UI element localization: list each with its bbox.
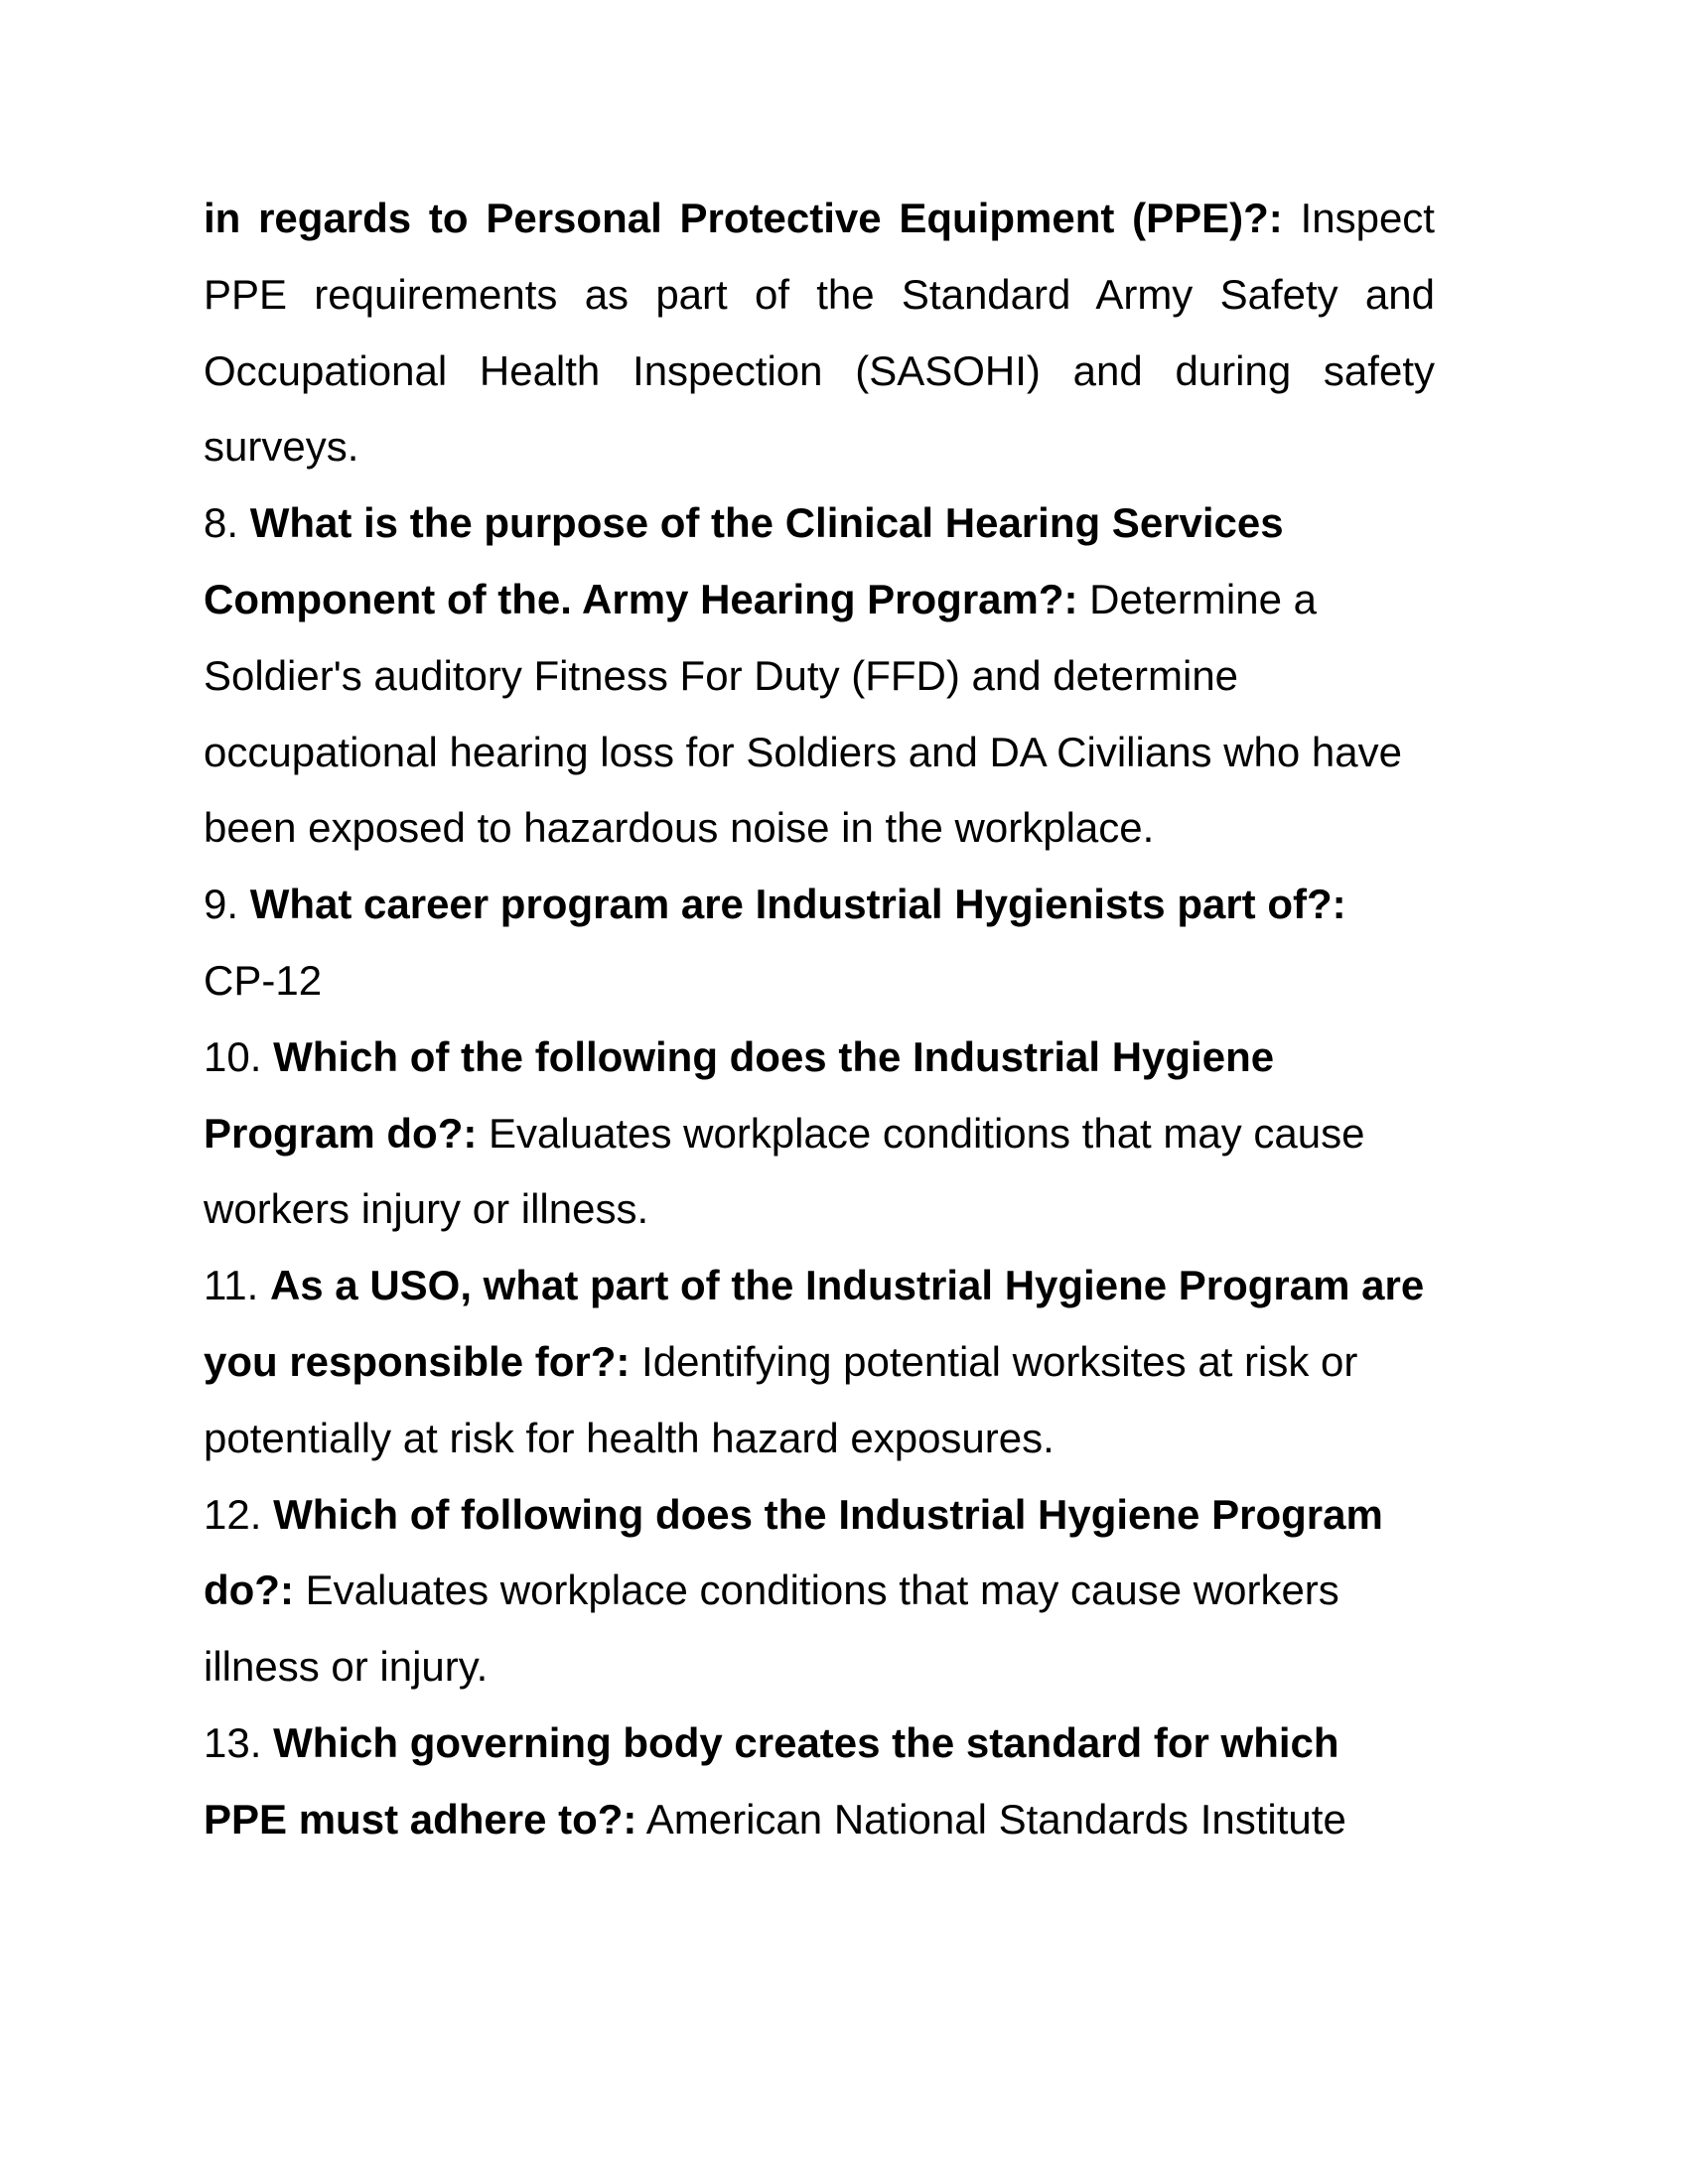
- text-line: [204, 181, 1435, 257]
- answer-text-run: 9.: [204, 881, 250, 928]
- answer-text-run: Occupational Health Inspection (SASOHI) and during safety: [204, 346, 1435, 394]
- paragraph-q9: [204, 867, 1435, 1020]
- answer-text-run: workers injury or illness.: [204, 1185, 649, 1233]
- text-line: [204, 257, 1435, 334]
- text-line: [204, 1020, 1435, 1096]
- text-line: [204, 1324, 1435, 1401]
- text-line: [204, 1477, 1435, 1554]
- text-line: [204, 943, 1435, 1020]
- answer-text-run: Inspect: [1282, 195, 1435, 241]
- text-line: [204, 638, 1435, 715]
- paragraph-q8: [204, 485, 1435, 867]
- paragraph-q13: [204, 1706, 1435, 1858]
- question-text-run: do?:: [204, 1567, 294, 1614]
- question-text-run: Which governing body creates the standard for which: [273, 1718, 1339, 1766]
- text-line: [204, 409, 1435, 485]
- text-line: [204, 334, 1435, 410]
- text-line: [204, 1629, 1435, 1706]
- text-line: [204, 1782, 1435, 1858]
- answer-text-run: Evaluates workplace conditions that may cause: [477, 1109, 1365, 1157]
- question-text-run: What career program are Industrial Hygienists part of?:: [249, 881, 1346, 928]
- answer-text-run: surveys.: [204, 423, 359, 471]
- answer-text-run: illness or injury.: [204, 1643, 489, 1691]
- text-line: [204, 485, 1435, 562]
- paragraph-q7-answer-continuation: [204, 181, 1435, 485]
- text-line: [204, 1096, 1435, 1172]
- text-line: [204, 790, 1435, 867]
- answer-text-run: Soldier's auditory Fitness For Duty (FFD) and determine: [204, 651, 1239, 699]
- text-line: [204, 1706, 1435, 1782]
- paragraph-q11: [204, 1248, 1435, 1476]
- answer-text-run: 12.: [204, 1490, 274, 1538]
- answer-text-run: 11.: [204, 1262, 270, 1309]
- answer-text-run: PPE requirements as part of the Standard Army Safety and: [204, 270, 1435, 318]
- answer-text-run: Identifying potential worksites at risk or: [630, 1337, 1358, 1385]
- question-text-run: Which of the following does the Industrial Hygiene: [273, 1032, 1275, 1080]
- answer-text-run: Determine a: [1077, 575, 1317, 622]
- document-body: [204, 181, 1435, 1858]
- question-text-run: Which of following does the Industrial Hygiene Program: [273, 1490, 1383, 1538]
- question-text-run: As a USO, what part of the Industrial Hygiene Program are: [269, 1262, 1425, 1309]
- answer-text-run: potentially at risk for health hazard exposures.: [204, 1414, 1055, 1461]
- answer-text-run: American National Standards Institute: [636, 1795, 1346, 1843]
- text-line: [204, 1553, 1435, 1629]
- answer-text-run: CP-12: [204, 956, 323, 1004]
- paragraph-q12: [204, 1477, 1435, 1706]
- text-line: [204, 1401, 1435, 1477]
- answer-text-run: Evaluates workplace conditions that may cause workers: [293, 1567, 1339, 1614]
- question-text-run: PPE must adhere to?:: [204, 1795, 637, 1843]
- answer-text-run: 8.: [204, 499, 250, 547]
- text-line: [204, 1171, 1435, 1248]
- question-text-run: you responsible for?:: [204, 1337, 631, 1385]
- text-line: [204, 1248, 1435, 1324]
- question-text-run: in regards to Personal Protective Equipment (PPE)?:: [204, 195, 1283, 241]
- text-line: [204, 562, 1435, 638]
- question-text-run: Program do?:: [204, 1109, 478, 1157]
- question-text-run: What is the purpose of the Clinical Hearing Services: [249, 499, 1284, 547]
- answer-text-run: 10.: [204, 1032, 274, 1080]
- answer-text-run: occupational hearing loss for Soldiers and DA Civilians who have: [204, 728, 1403, 775]
- question-text-run: Component of the. Army Hearing Program?:: [204, 575, 1078, 622]
- paragraph-q10: [204, 1020, 1435, 1248]
- text-line: [204, 715, 1435, 791]
- answer-text-run: been exposed to hazardous noise in the workplace.: [204, 804, 1155, 852]
- text-line: [204, 867, 1435, 943]
- answer-text-run: 13.: [204, 1718, 274, 1766]
